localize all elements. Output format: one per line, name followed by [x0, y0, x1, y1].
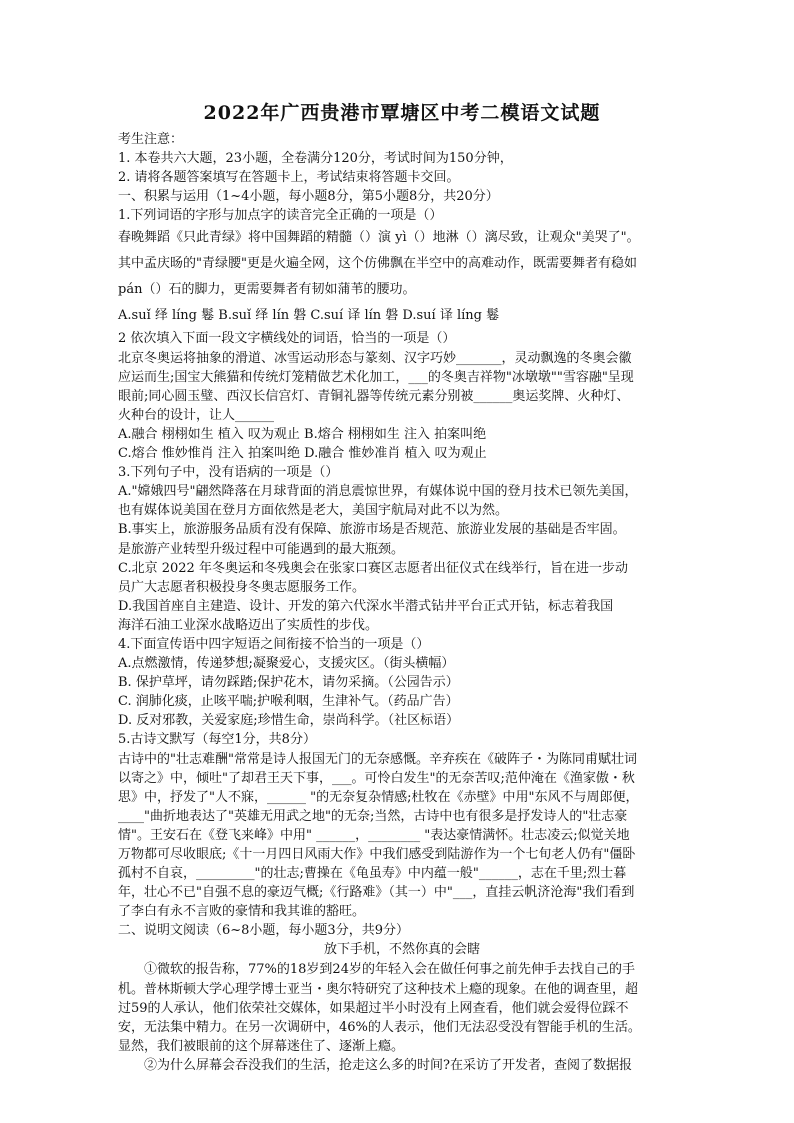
option-line: 是旅游产业转型升级过程中可能遇到的最大瓶颈。	[118, 541, 405, 557]
passage-line: 北京冬奥运将抽象的滑道、冰雪运动形态与篆刻、汉字巧妙_______，灵动飘逸的冬奥会徽	[118, 350, 632, 366]
answer-options: C.熔合 惟妙惟肖 注入 拍案叫绝 D.融合 惟妙准肖 植入 叹为观止	[118, 446, 487, 462]
passage-line: 孤村不自哀，_________"的壮志;曹操在《龟虽寿》中内蕴一般"______，志在千里;烈士暮	[118, 866, 627, 882]
option-line: C. 润肺化痰，止咳平喘;护喉利咽，生津补气。（药品广告）	[118, 694, 459, 710]
article-line: 机。普林斯顿大学心理学博士亚当・奥尔特研究了这种技术上瘾的现象。在他的调查里，超	[118, 981, 639, 997]
exam-page	[118, 100, 686, 1075]
question-stem: 5.古诗文默写（每空1分，共8分）	[118, 732, 316, 748]
article-line: ①微软的报告称，77%的18岁到24岁的年轻入会在做任何事之前先伸手去找自己的手	[144, 962, 635, 978]
question-stem: 2 依次填入下面一段文字横线处的词语，恰当的一项是（）	[118, 331, 456, 347]
answer-options: A.suǐ 绎 líng 鬈 B.suǐ 绎 lín 磐 C.suí 译 lín 磐 D.suí 译 líng 鬈	[118, 308, 500, 324]
article-title: 放下手机，不然你真的会瞎	[323, 942, 480, 958]
passage-line: 思》中，抒发了"人不寐，______ "的无奈复杂情感;杜牧在《赤壁》中用"东风不与周郎便，	[118, 789, 639, 805]
passage-line: 眼前;同心圆玉璧、西汉长信宫灯、青铜礼器等传统元素分别被______奥运奖牌、火种灯、	[118, 388, 630, 404]
passage-line: 其中孟庆旸的"青绿腰"更是火遍全网，这个仿佛飘在半空中的高难动作，既需要舞者有稳如	[118, 256, 637, 272]
answer-options: A.融合 栩栩如生 植入 叹为观止 B.熔合 栩栩如生 注入 拍案叫绝	[118, 426, 487, 442]
option-line: D.我国首座自主建造、设计、开发的第六代深水半潜式钻井平台正式开钻，标志着我国	[118, 598, 614, 614]
passage-line: 了李白有永不言败的豪情和我其谁的豁旺。	[118, 904, 366, 920]
option-line: A."嫦娥四号"翩然降落在月球背面的消息震惊世界，有媒体说中国的登月技术已领先美国，	[118, 484, 638, 500]
passage-line: 火种台的设计，让人______	[118, 407, 275, 423]
passage-line: 以寄之》中，倾吐"了却君王天下事，___。可怜白发生"的无奈苦叹;范仲淹在《渔家傲・秋	[118, 770, 635, 786]
option-line: B.事实上，旅游服务品质有没有保障、旅游市场是否规范、旅游业发展的基础是否牢固。	[118, 522, 626, 538]
article-line: 过59的人承认，他们依荣社交媒体，如果超过半小时没有上网查看，他们就会爱得位踩不	[118, 1000, 629, 1016]
notice-header: 考生注意：	[118, 132, 184, 147]
passage-line: 应运而生;国宝大熊猫和传统灯笼精做艺术化加工，___的冬奥吉祥物"冰墩墩""雪容融"呈现	[118, 369, 634, 385]
passage-line: 古诗中的"壮志难酬"常常是诗人报国无门的无奈感慨。辛弃疾在《破阵子・为陈同甫赋壮词	[118, 751, 637, 767]
passage-line: 万物都可尽收眼底;《十一月四日风雨大作》中我们感受到陆游作为一个七旬老人仍有"僵卧	[118, 847, 636, 862]
question-stem: 1.下列词语的字形与加点字的读音完全正确的一项是（）	[118, 208, 443, 224]
article-line: 显然，我们被眼前的这个屏幕迷住了、逐渐上瘾。	[118, 1038, 405, 1054]
article-line: 安，无法集中精力。在另一次调研中，46%的人表示，他们无法忍受没有智能手机的生活。	[118, 1019, 641, 1035]
option-line: A.点燃激情，传递梦想;凝聚爱心，支援灾区。（街头横幅）	[118, 656, 455, 672]
section-heading: 二、说明文阅读（6~8小题，每小题3分，共9分）	[118, 923, 409, 939]
passage-line: 春晚舞蹈《只此青绿》将中国舞蹈的精髓（）演 yì（）地淋（）漓尽致，让观众"美哭了"。	[118, 230, 640, 246]
article-line: ②为什么屏幕会吞没我们的生活，抢走这么多的时间?在采访了开发者，查阅了数据报	[144, 1057, 632, 1073]
question-stem: 4.下面宣传语中四字短语之间衔接不恰当的一项是（）	[118, 636, 430, 652]
question-stem: 3.下列句子中，没有语病的一项是（）	[118, 465, 339, 481]
section-heading: 一、积累与运用（1~4小题，每小题8分，第5小题8分，共20分）	[118, 189, 499, 205]
page-title: 2022年广西贵港市覃塘区中考二模语文试题	[203, 102, 601, 124]
notice-item: 1. 本卷共六大题，23小题，全卷满分120分，考试时间为150分钟，	[118, 151, 513, 167]
option-line: C.北京 2022 年冬奥运和冬残奥会在张家口赛区志愿者出征仪式在线举行，旨在进一步动	[118, 560, 628, 576]
option-line: 海洋石油工业深水战略迈出了实质性的步伐。	[118, 617, 379, 633]
notice-item: 2. 请将各题答案填写在答题卡上，考试结束将答题卡交回。	[118, 170, 460, 186]
option-line: 也有媒体说美国在登月方面依然是老大，美国宇航局对此不以为然。	[118, 503, 509, 519]
passage-line: pán（）石的脚力，更需要舞者有韧如蒲苇的腰功。	[118, 282, 416, 298]
passage-line: 年，壮心不已"自强不息的豪迈气概;《行路难》（其一）中"___，直挂云帆济沧海"我们看到	[118, 885, 635, 901]
option-line: B. 保护草坪，请勿踩踏;保护花木，请勿采摘。（公园告示）	[118, 675, 459, 691]
option-line: D. 反对邪教，关爱家庭;珍惜生命，崇尚科学。（社区标语）	[118, 713, 460, 729]
passage-line: 情"。王安石在《登飞来峰》中用" ______，________ "表达豪情满怀。壮志凌云;似觉关地	[118, 827, 630, 843]
passage-line: ____"曲折地表达了"英雄无用武之地"的无奈;当然，古诗中也有很多是抒发诗人的"壮志豪	[118, 808, 628, 824]
option-line: 员广大志愿者积极投身冬奥志愿服务工作。	[118, 579, 366, 595]
